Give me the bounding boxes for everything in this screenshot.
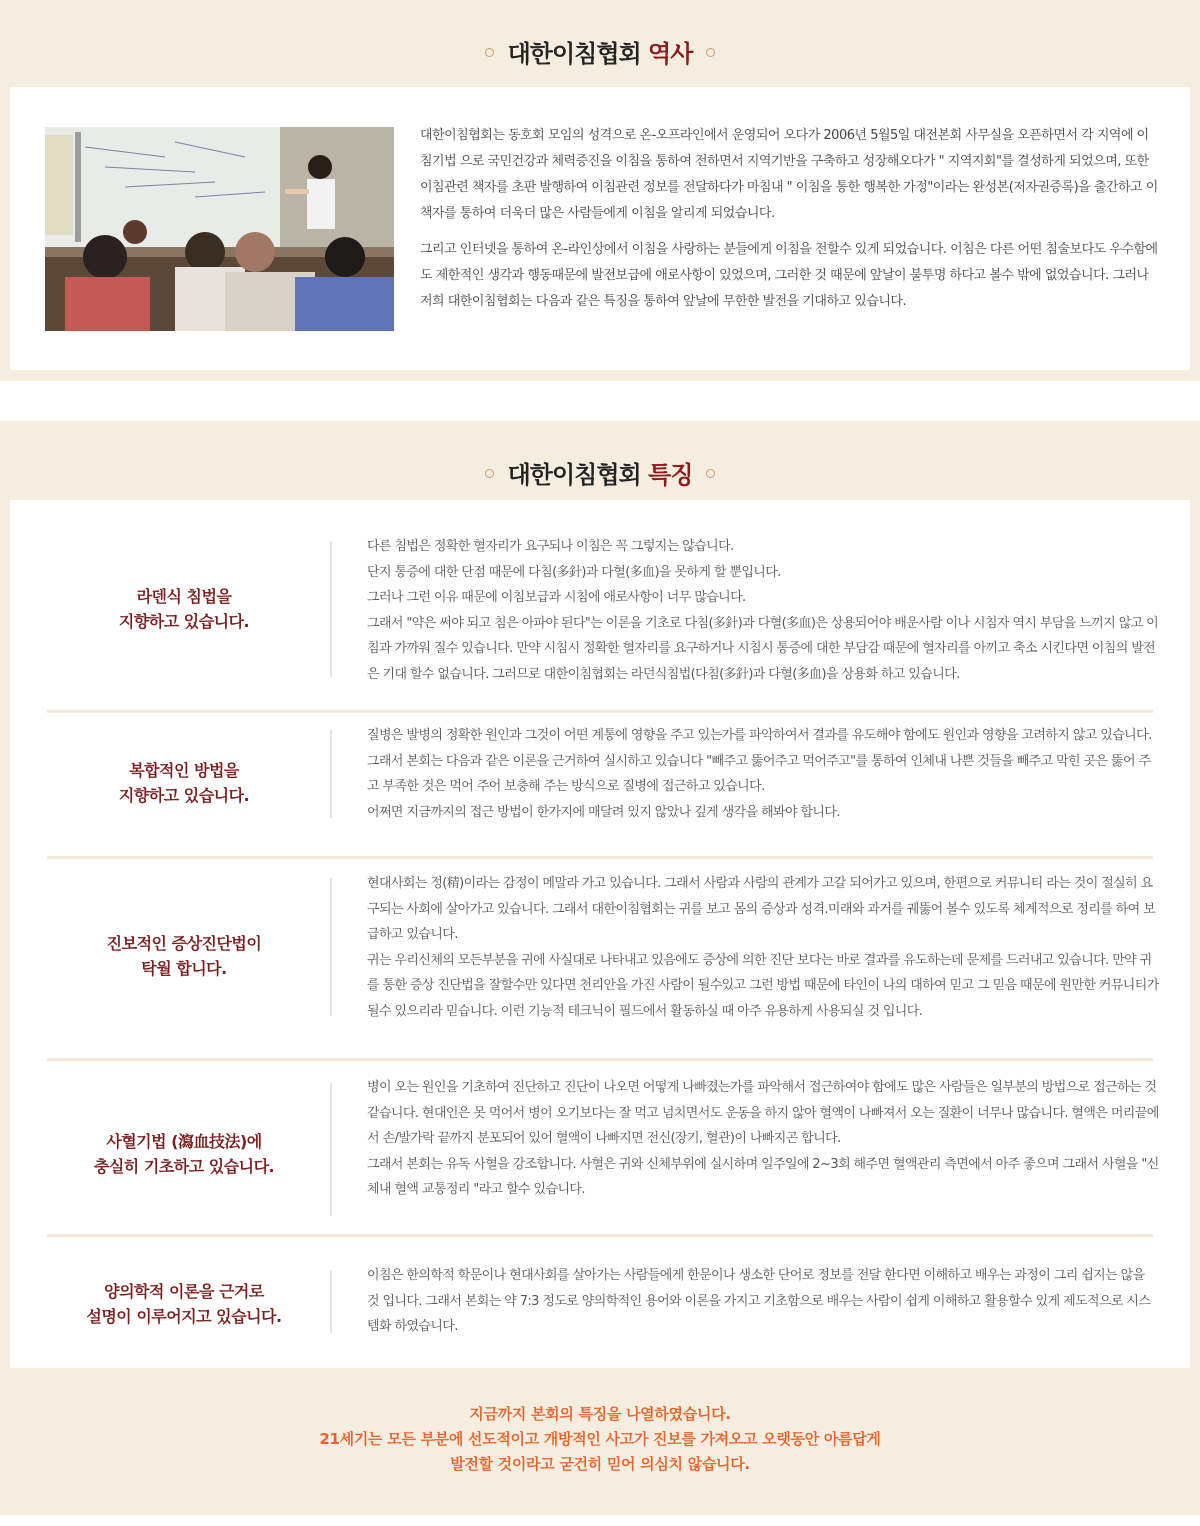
feature-title-3 bbox=[47, 931, 321, 981]
history-title-accent: 역사 bbox=[648, 40, 693, 68]
features-title bbox=[0, 455, 1200, 490]
feature-item-4 bbox=[47, 1077, 1159, 1237]
feature-text-2: 질병은 발병의 정확한 원인과 그것이 어떤 계통에 영향을 주고 있는가를 파악하여서 결과를 유도해야 함에도 원인과 영향을 고려하지 않고 있습니다. 그래서 본회는 다음과 같은 이론을 근거하여 실시하고 있습니다 "빼주고 뚫어주고 먹어주고"를 통하여 인체내 나쁜 것들을 빼주고 막힌 곳은 뚫어 주고 부족한 것은 먹어 주어 보충해 주는 방식으로 질병에 접근하고 있습니다. 어쩌면 지금까지의 접근 방법이 한가지에 매달려 있지 않았나 깊게 생각을 해봐야 합니다. bbox=[367, 728, 1152, 820]
feature-text-3: 현대사회는 정(精)이라는 감정이 메말라 가고 있습니다. 그래서 사람과 사람의 관계가 고갈 되어가고 있으며, 한편으로 커뮤니티 라는 것이 절실히 요구되는 사회에 살아가고 있습니다. 그래서 대한이침협회는 귀를 보고 몸의 증상과 성격.미래와 과거를 궤뚫어 볼수 있도록 체계적으로 정리를 하여 보급하고 있습니다. 귀는 우리신체의 모든부분을 귀에 사실대로 나타내고 있음에도 증상에 의한 진단 보다는 바로 결과를 유도하는데 문제를 드러내고 있습니다. 만약 귀를 통한 증상 진단법을 잘할수만 있다면 천리안을 가진 사람이 될수있고 그런 방법 때문에 타인이 나의 대하여 믿고 그 믿음 때문에 원만한 커뮤니티가 될수 있으리라 믿습니다. 이런 기능적 테크닉이 필드에서 활동하실 때 아주 유용하게 사용되실 것 입니다. bbox=[367, 876, 1159, 1019]
feature-title-line: 지향하고 있습니다. bbox=[118, 786, 250, 805]
feature-divider bbox=[330, 1083, 332, 1216]
feature-text-5: 이침은 한의학적 학문이나 현대사회를 살아가는 사람들에게 한문이나 생소한 단어로 정보를 전달 한다면 이해하고 배우는 과정이 그리 쉽지는 않을 것 입니다. 그래서 본회는 약 7:3 정도로 양의학적인 용어와 이론을 가지고 기초함으로 배우는 사람이 쉽게 이해하고 활용할수 있게 제도적으로 시스템화 하였습니다. bbox=[367, 1268, 1151, 1334]
feature-item-5 bbox=[47, 1255, 1153, 1355]
feature-title-line: 충실히 기초하고 있습니다. bbox=[93, 1157, 275, 1176]
feature-divider bbox=[330, 1271, 332, 1333]
features-panel bbox=[10, 500, 1190, 1368]
feature-divider bbox=[330, 730, 332, 818]
features-section bbox=[0, 421, 1200, 1515]
history-title-main: 대한이침협회 bbox=[507, 40, 641, 68]
feature-text-1: 다른 침법은 정확한 혈자리가 요구되나 이침은 꼭 그렇지는 않습니다. 단지 통증에 대한 단점 때문에 다침(多針)과 다혈(多血)을 못하게 할 뿐입니다. 그러나 그런 이유 때문에 이침보급과 시침에 애로사항이 너무 많습니다. 그래서 "약은 써야 되고 침은 아파야 된다"는 이론을 기초로 다침(多針)과 다혈(多血)은 상용되어야 배운사람 이나 시침자 역시 부담을 느끼지 않고 이침과 가까워 질수 있습니다. 만약 시침시 정확한 혈자리를 요구하거나 시침시 통증에 대한 부담감 때문에 혈자리를 아끼고 축소 시킨다면 이침의 발전은 기대 할수 없습니다. 그러므로 대한이침협회는 라던식침법(다침(多針)과 다혈(多血)을 상용화 하고 있습니다. bbox=[367, 539, 1159, 682]
feature-divider bbox=[330, 878, 332, 1016]
circle-bullet-icon bbox=[706, 469, 715, 478]
lecture-photo-illustration bbox=[45, 127, 394, 331]
feature-item-1 bbox=[47, 536, 1159, 713]
feature-title-1 bbox=[47, 584, 321, 634]
feature-title-line: 양의학적 이론을 근거로 bbox=[104, 1282, 264, 1301]
history-paragraph-1: 대한이침협회는 동호회 모임의 성격으로 온-오프라인에서 운영되어 오다가 2006년 5월5일 대전본회 사무실을 오픈하면서 각 지역에 이침기법 으로 국민건강과 체력증진을 이침을 통하여 전하면서 지역기반을 구축하고 성장해오다가 " 지역지회"를 결성하게 되었으며, 또한 이침관련 책자를 초판 발행하여 이침관련 정보를 전달하다가 마침내 " 이침을 통한 행복한 가정"이라는 완성본(저자권증록)을 출간하고 이 책자를 통하여 더욱더 많은 사람들에게 이침을 알리게 되었습니다. bbox=[420, 128, 1158, 221]
feature-item-3 bbox=[47, 875, 1159, 1061]
circle-bullet-icon bbox=[485, 48, 494, 57]
closing-line-3: 발전할 것이라고 굳건히 믿어 의심치 않습니다. bbox=[450, 1455, 750, 1473]
feature-divider bbox=[330, 541, 332, 677]
feature-title-line: 사혈기법 (瀉血技法)에 bbox=[106, 1132, 262, 1151]
feature-title-2 bbox=[47, 758, 321, 808]
closing-line-1: 지금까지 본회의 특징을 나열하였습니다. bbox=[469, 1405, 731, 1423]
feature-title-line: 설명이 이루어지고 있습니다. bbox=[86, 1307, 282, 1326]
feature-title-line: 탁월 합니다. bbox=[141, 959, 227, 978]
circle-bullet-icon bbox=[706, 48, 715, 57]
features-title-main: 대한이침협회 bbox=[507, 461, 641, 489]
feature-title-4 bbox=[47, 1129, 321, 1179]
features-title-accent: 특징 bbox=[648, 461, 693, 489]
history-paragraph-2: 그리고 인터넷을 통하여 온-라인상에서 이침을 사랑하는 분들에게 이침을 전할수 있게 되었습니다. 이침은 다른 어떤 침술보다도 우수함에도 제한적인 생각과 행동때문에 발전보급에 애로사항이 있었으며, 그러한 것 때문에 앞날이 불투명 하다고 볼수 밖에 없었습니다. 그러나 저희 대한이침협회는 다음과 같은 특징을 통하여 앞날에 무한한 발전을 기대하고 있습니다. bbox=[420, 242, 1158, 309]
circle-bullet-icon bbox=[485, 469, 494, 478]
feature-item-2 bbox=[47, 727, 1153, 859]
closing-statement bbox=[0, 1402, 1200, 1477]
history-panel bbox=[10, 87, 1190, 370]
history-text bbox=[420, 123, 1160, 315]
feature-title-line: 복합적인 방법을 bbox=[129, 761, 239, 780]
lecture-photo bbox=[45, 127, 394, 331]
history-title bbox=[0, 34, 1200, 69]
feature-title-line: 라덴식 침법을 bbox=[136, 587, 232, 606]
feature-title-line: 진보적인 증상진단법이 bbox=[106, 934, 262, 953]
feature-title-line: 지향하고 있습니다. bbox=[118, 612, 250, 631]
feature-text-4: 병이 오는 원인을 기초하여 진단하고 진단이 나오면 어떻게 나빠졌는가를 파악해서 접근하여야 함에도 많은 사람들은 일부분의 방법으로 접근하는 것 같습니다. 현대인은 못 먹어서 병이 오기보다는 잘 먹고 넘치면서도 운동을 하지 않아 혈액이 나빠져서 오는 질환이 너무나 많습니다. 혈액은 머리끝에서 손/발가락 끝까지 분포되어 있어 혈액이 나빠지면 전신(장기, 혈관)이 나빠지곤 합니다. 그래서 본회는 유독 사혈을 강조합니다. 사혈은 귀와 신체부위에 실시하며 일주일에 2~3회 해주면 혈액관리 측면에서 아주 좋으며 그래서 사혈을 "신체내 혈액 교통정리 "라고 할수 있습니다. bbox=[367, 1080, 1159, 1197]
history-section bbox=[0, 0, 1200, 381]
feature-title-5 bbox=[47, 1279, 321, 1329]
closing-line-2: 21세기는 모든 부분에 선도적이고 개방적인 사고가 진보를 가져오고 오랫동안 아름답게 bbox=[319, 1430, 881, 1448]
